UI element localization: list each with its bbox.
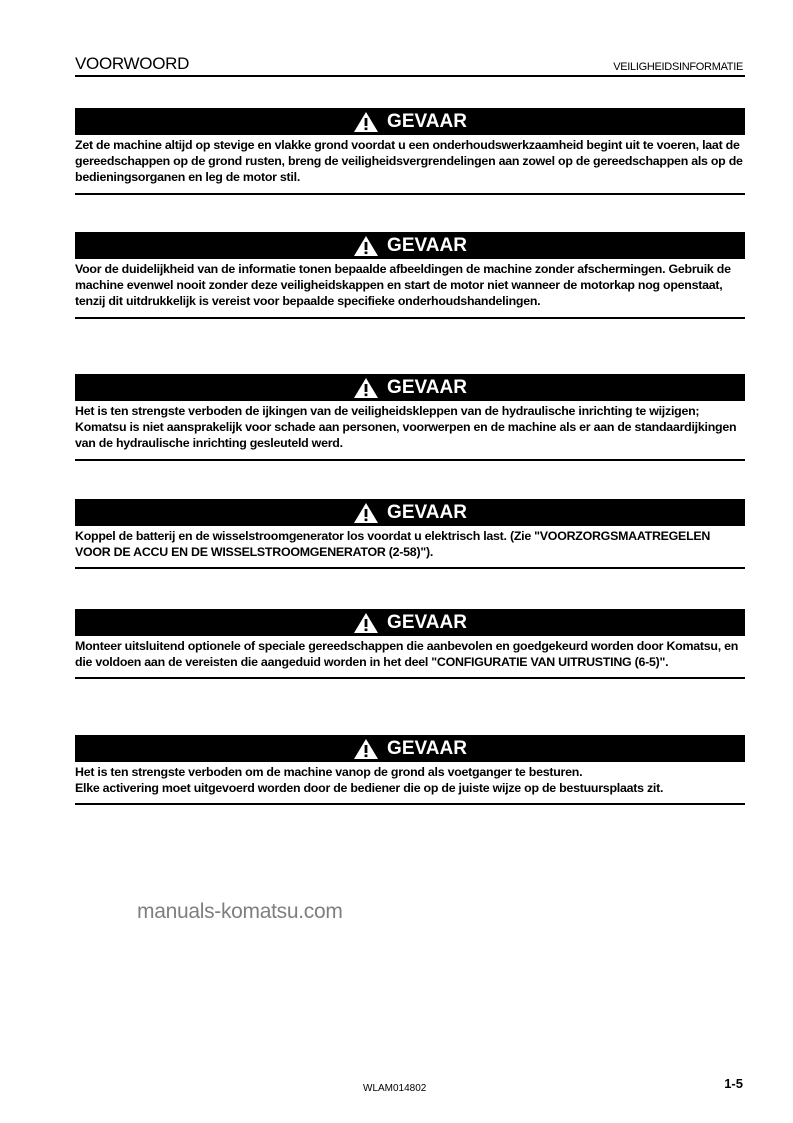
danger-text: Koppel de batterij en de wisselstroomgenerator los voordat u elektrisch last. (Zie "VOORZORGSMAATREGELEN VOOR DE ACCU EN DE WISSELSTROOMGENERATOR (2-58)").	[75, 526, 745, 569]
header-rule	[75, 75, 745, 77]
chapter-title: VOORWOORD	[75, 54, 190, 73]
danger-header	[75, 108, 745, 135]
danger-label: GEVAAR	[387, 376, 467, 398]
warning-triangle-icon	[353, 738, 379, 760]
danger-label: GEVAAR	[387, 110, 467, 132]
danger-header	[75, 499, 745, 526]
danger-label: GEVAAR	[387, 501, 467, 523]
danger-header	[75, 609, 745, 636]
warning-triangle-icon	[353, 111, 379, 133]
danger-notice	[75, 609, 745, 679]
danger-label: GEVAAR	[387, 611, 467, 633]
danger-header	[75, 735, 745, 762]
danger-notice	[75, 374, 745, 461]
danger-text: Monteer uitsluitend optionele of speciale gereedschappen die aanbevolen en goedgekeurd worden door Komatsu, en die voldoen aan de vereisten die aangeduid worden in het deel "CONFIGURATIE VAN UITRUSTING (6-5)".	[75, 636, 745, 679]
document-code: WLAM014802	[363, 1083, 427, 1094]
page-number: 1-5	[724, 1076, 743, 1091]
danger-label: GEVAAR	[387, 737, 467, 759]
danger-notice	[75, 232, 745, 319]
danger-header	[75, 374, 745, 401]
danger-text: Zet de machine altijd op stevige en vlakke grond voordat u een onderhoudswerkzaamheid begint uit te voeren, laat de gereedschappen op de grond rusten, breng de veiligheidsvergrendelingen aan zowel op de gereedschappen als op de bedieningsorganen en leg de motor stil.	[75, 135, 745, 195]
warning-triangle-icon	[353, 377, 379, 399]
warning-triangle-icon	[353, 502, 379, 524]
danger-text: Het is ten strengste verboden om de machine vanop de grond als voetganger te besturen. Elke activering moet uitgevoerd worden door de bediener die op de juiste wijze op de bestuursplaats zit.	[75, 762, 745, 805]
danger-notice	[75, 499, 745, 569]
danger-text: Voor de duidelijkheid van de informatie tonen bepaalde afbeeldingen de machine zonder afschermingen. Gebruik de machine evenwel nooit zonder deze veiligheidskappen en start de motor niet wanneer de motorkap nog openstaat, tenzij dit uitdrukkelijk is vereist voor bepaalde specifieke onderhoudshandelingen.	[75, 259, 745, 319]
danger-header	[75, 232, 745, 259]
watermark: manuals-komatsu.com	[137, 900, 343, 923]
danger-label: GEVAAR	[387, 234, 467, 256]
section-title: VEILIGHEIDSINFORMATIE	[613, 61, 743, 73]
warning-triangle-icon	[353, 612, 379, 634]
danger-notice	[75, 735, 745, 805]
danger-text: Het is ten strengste verboden de ijkingen van de veiligheidskleppen van de hydraulische inrichting te wijzigen; Komatsu is niet aansprakelijk voor schade aan personen, voorwerpen en de machine als er aan de standaardijkingen van de hydraulische inrichting gesleuteld werd.	[75, 401, 745, 461]
warning-triangle-icon	[353, 235, 379, 257]
danger-notice	[75, 108, 745, 195]
